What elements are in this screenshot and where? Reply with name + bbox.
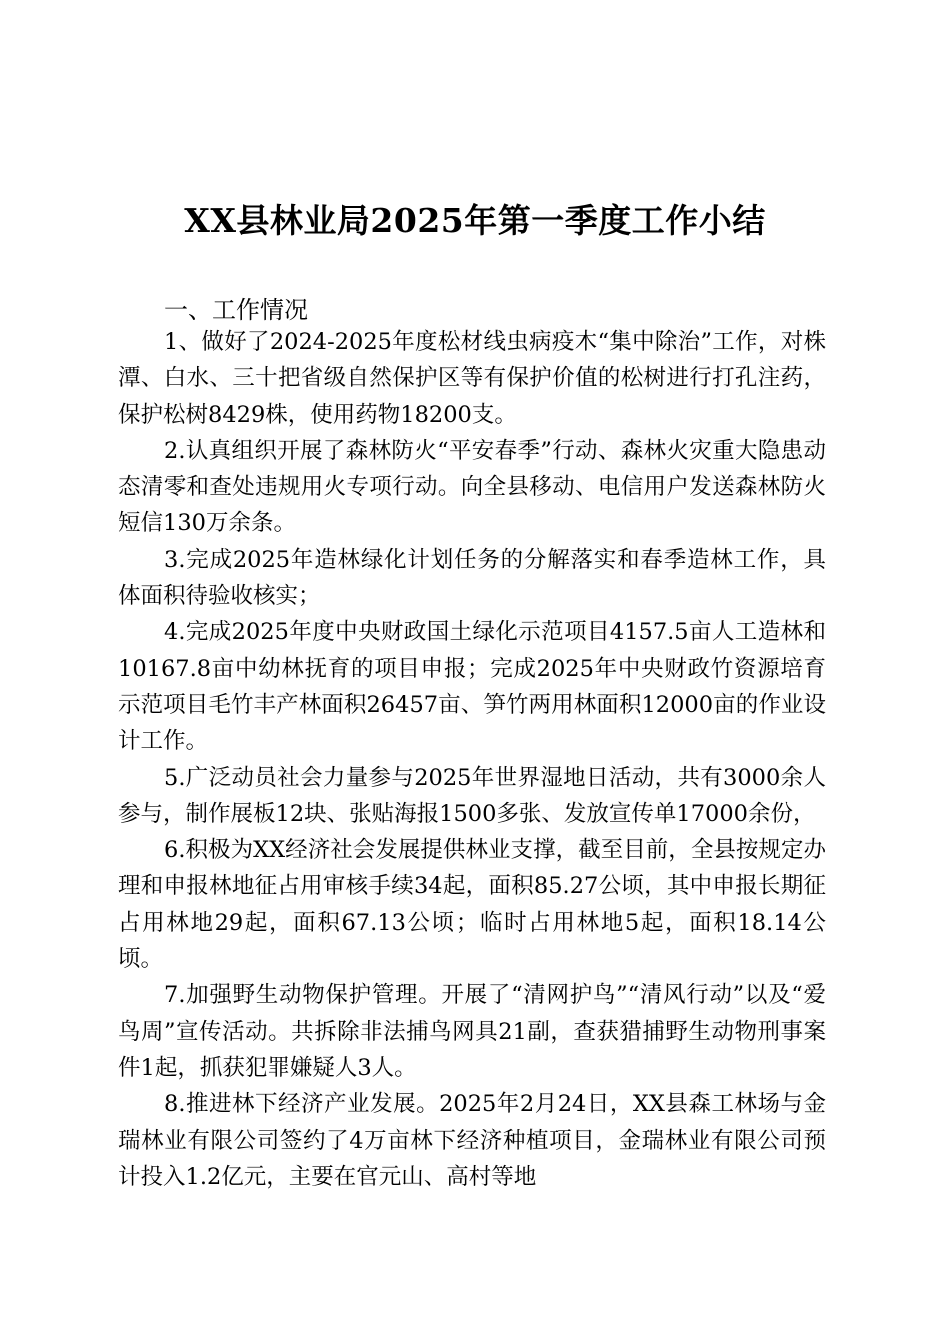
document-body [118, 324, 826, 1195]
paragraph-item-1: 1、做好了2024-2025年度松材线虫病疫木“集中除治”工作，对株潭、白水、三十把省级自然保护区等有保护价值的松树进行打孔注药，保护松树8429株，使用药物18200支。 [118, 329, 826, 428]
paragraph-item-6: 6.积极为XX经济社会发展提供林业支撑，截至目前，全县按规定办理和申报林地征占用审核手续34起，面积85.27公顷，其中申报长期征占用林地29起，面积67.13公顷；临时占用林地5起，面积18.14公顷。 [118, 837, 826, 973]
paragraph-item-8: 8.推进林下经济产业发展。2025年2月24日，XX县森工林场与金瑞林业有限公司签约了4万亩林下经济种植项目，金瑞林业有限公司预计投入1.2亿元，主要在官元山、高村等地 [118, 1091, 826, 1190]
paragraph-item-4: 4.完成2025年度中央财政国土绿化示范项目4157.5亩人工造林和10167.8亩中幼林抚育的项目申报；完成2025年中央财政竹资源培育示范项目毛竹丰产林面积26457亩、笋竹两用林面积12000亩的作业设计工作。 [118, 619, 826, 755]
paragraph-item-3: 3.完成2025年造林绿化计划任务的分解落实和春季造林工作，具体面积待验收核实； [118, 546, 826, 610]
paragraph-item-5: 5.广泛动员社会力量参与2025年世界湿地日活动，共有3000余人参与，制作展板12块、张贴海报1500多张、发放宣传单17000余份， [118, 764, 826, 827]
paragraph-item-7: 7.加强野生动物保护管理。开展了“清网护鸟”“清风行动”以及“爱鸟周”宣传活动。共拆除非法捕鸟网具21副，查获猎捕野生动物刑事案件1起，抓获犯罪嫌疑人3人。 [118, 982, 826, 1081]
section-heading-work-status: 一、工作情况 [164, 296, 308, 324]
paragraph-item-2: 2.认真组织开展了森林防火“平安春季”行动、森林火灾重大隐患动态清零和查处违规用火专项行动。向全县移动、电信用户发送森林防火短信130万余条。 [118, 437, 826, 537]
document-title: XX县林业局2025年第一季度工作小结 [184, 201, 766, 240]
